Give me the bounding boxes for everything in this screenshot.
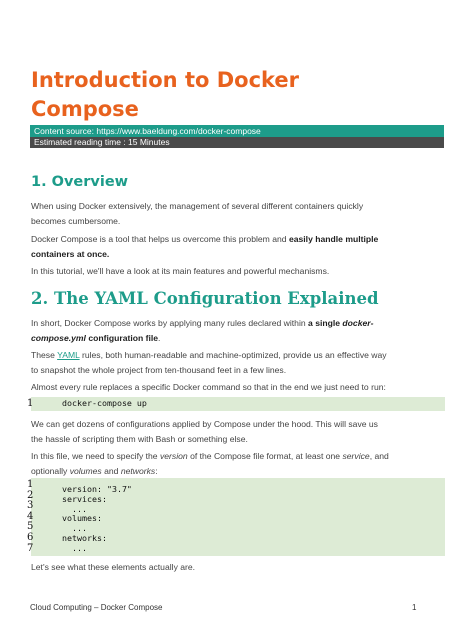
italic-text: volumes [69, 466, 102, 476]
text-line: the hassle of scripting them with Bash or something else. [31, 434, 248, 444]
yaml-paragraph-1 [31, 316, 445, 346]
yaml-paragraph-4 [31, 417, 445, 447]
code-line: ... [62, 523, 87, 534]
reading-time-banner: Estimated reading time : 15 Minutes [30, 137, 444, 148]
text-line: becomes cumbersome. [31, 216, 121, 226]
code-line-number: 7 [27, 542, 34, 554]
text-line [31, 232, 445, 247]
text-line: to snapshot the whole project from ten-thousand feet in a few lines. [31, 365, 287, 375]
text-run: Docker Compose is a tool that helps us overcome this problem and [31, 234, 289, 244]
text-run: and [101, 466, 121, 476]
code-run-command: docker-compose up [62, 398, 147, 408]
code-line-number: 4 [27, 510, 34, 522]
text-run: These [31, 350, 58, 360]
code-line: volumes: [62, 513, 102, 524]
text-line [31, 449, 445, 464]
text-line [31, 464, 445, 479]
yaml-paragraph-5 [31, 449, 445, 479]
yaml-paragraph-3: Almost every rule replaces a specific Docker command so that in the end we just need to run: [31, 382, 386, 392]
text-run: In this file, we need to specify the [31, 451, 160, 461]
code-line-numbers [27, 480, 37, 554]
text-line [31, 348, 445, 363]
italic-text: version [159, 451, 188, 461]
overview-paragraph-2 [31, 232, 445, 262]
document-title [31, 66, 431, 124]
text-run: : [155, 466, 158, 476]
text-run: rules, both human-readable and machine-optimized, provide us an effective way [79, 350, 387, 360]
yaml-paragraph-6: Let's see what these elements actually are. [31, 562, 196, 572]
italic-text: service [342, 451, 370, 461]
bold-italic-text: compose.yml [31, 333, 86, 343]
bold-text: configuration file [85, 333, 159, 343]
code-line: networks: [62, 532, 107, 543]
text-run: . [158, 333, 161, 343]
code-line: version: "3.7" [62, 484, 132, 494]
code-line-number: 1 [27, 479, 34, 490]
code-line-number: 2 [27, 489, 34, 501]
section-heading-yaml: 2. The YAML Configuration Explained [31, 289, 379, 308]
text-line: We can get dozens of configurations applied by Compose under the hood. This will save us [31, 419, 378, 429]
page-number: 1 [412, 603, 417, 612]
code-line-number: 1 [27, 398, 34, 409]
page-footer: Cloud Computing – Docker Compose [30, 603, 163, 612]
code-line: ... [62, 542, 87, 553]
yaml-link[interactable]: YAML [57, 350, 80, 360]
content-source-banner: Content source: https://www.baeldung.com/docker-compose [30, 125, 444, 137]
bold-text: a single [308, 318, 343, 328]
bold-text: easily handle multiple [288, 234, 379, 244]
code-line-number: 5 [27, 521, 34, 533]
text-run: , and [369, 451, 389, 461]
yaml-paragraph-2 [31, 348, 445, 378]
overview-paragraph-1 [31, 199, 445, 229]
code-line-number: 6 [27, 531, 34, 543]
text-run: optionally [31, 466, 70, 476]
text-run: In short, Docker Compose works by applying many rules declared within [31, 318, 309, 328]
code-line: services: [62, 493, 107, 504]
document-title-line-2: Compose [31, 97, 139, 121]
bold-italic-text: docker- [342, 318, 374, 328]
overview-paragraph-3: In this tutorial, we'll have a look at its main features and powerful mechanisms. [31, 266, 330, 276]
text-line [31, 316, 445, 331]
text-line [31, 331, 445, 346]
italic-text: networks [120, 466, 156, 476]
text-line [31, 247, 445, 262]
code-compose-file [62, 485, 132, 554]
bold-text: containers at once. [31, 249, 110, 259]
section-heading-overview: 1. Overview [31, 174, 129, 190]
text-run: of the Compose file format, at least one [187, 451, 343, 461]
text-line: When using Docker extensively, the management of several different containers quickly [31, 201, 364, 211]
code-line: ... [62, 503, 87, 514]
code-line-number: 3 [27, 500, 34, 512]
document-title-line-1: Introduction to Docker [31, 68, 300, 92]
